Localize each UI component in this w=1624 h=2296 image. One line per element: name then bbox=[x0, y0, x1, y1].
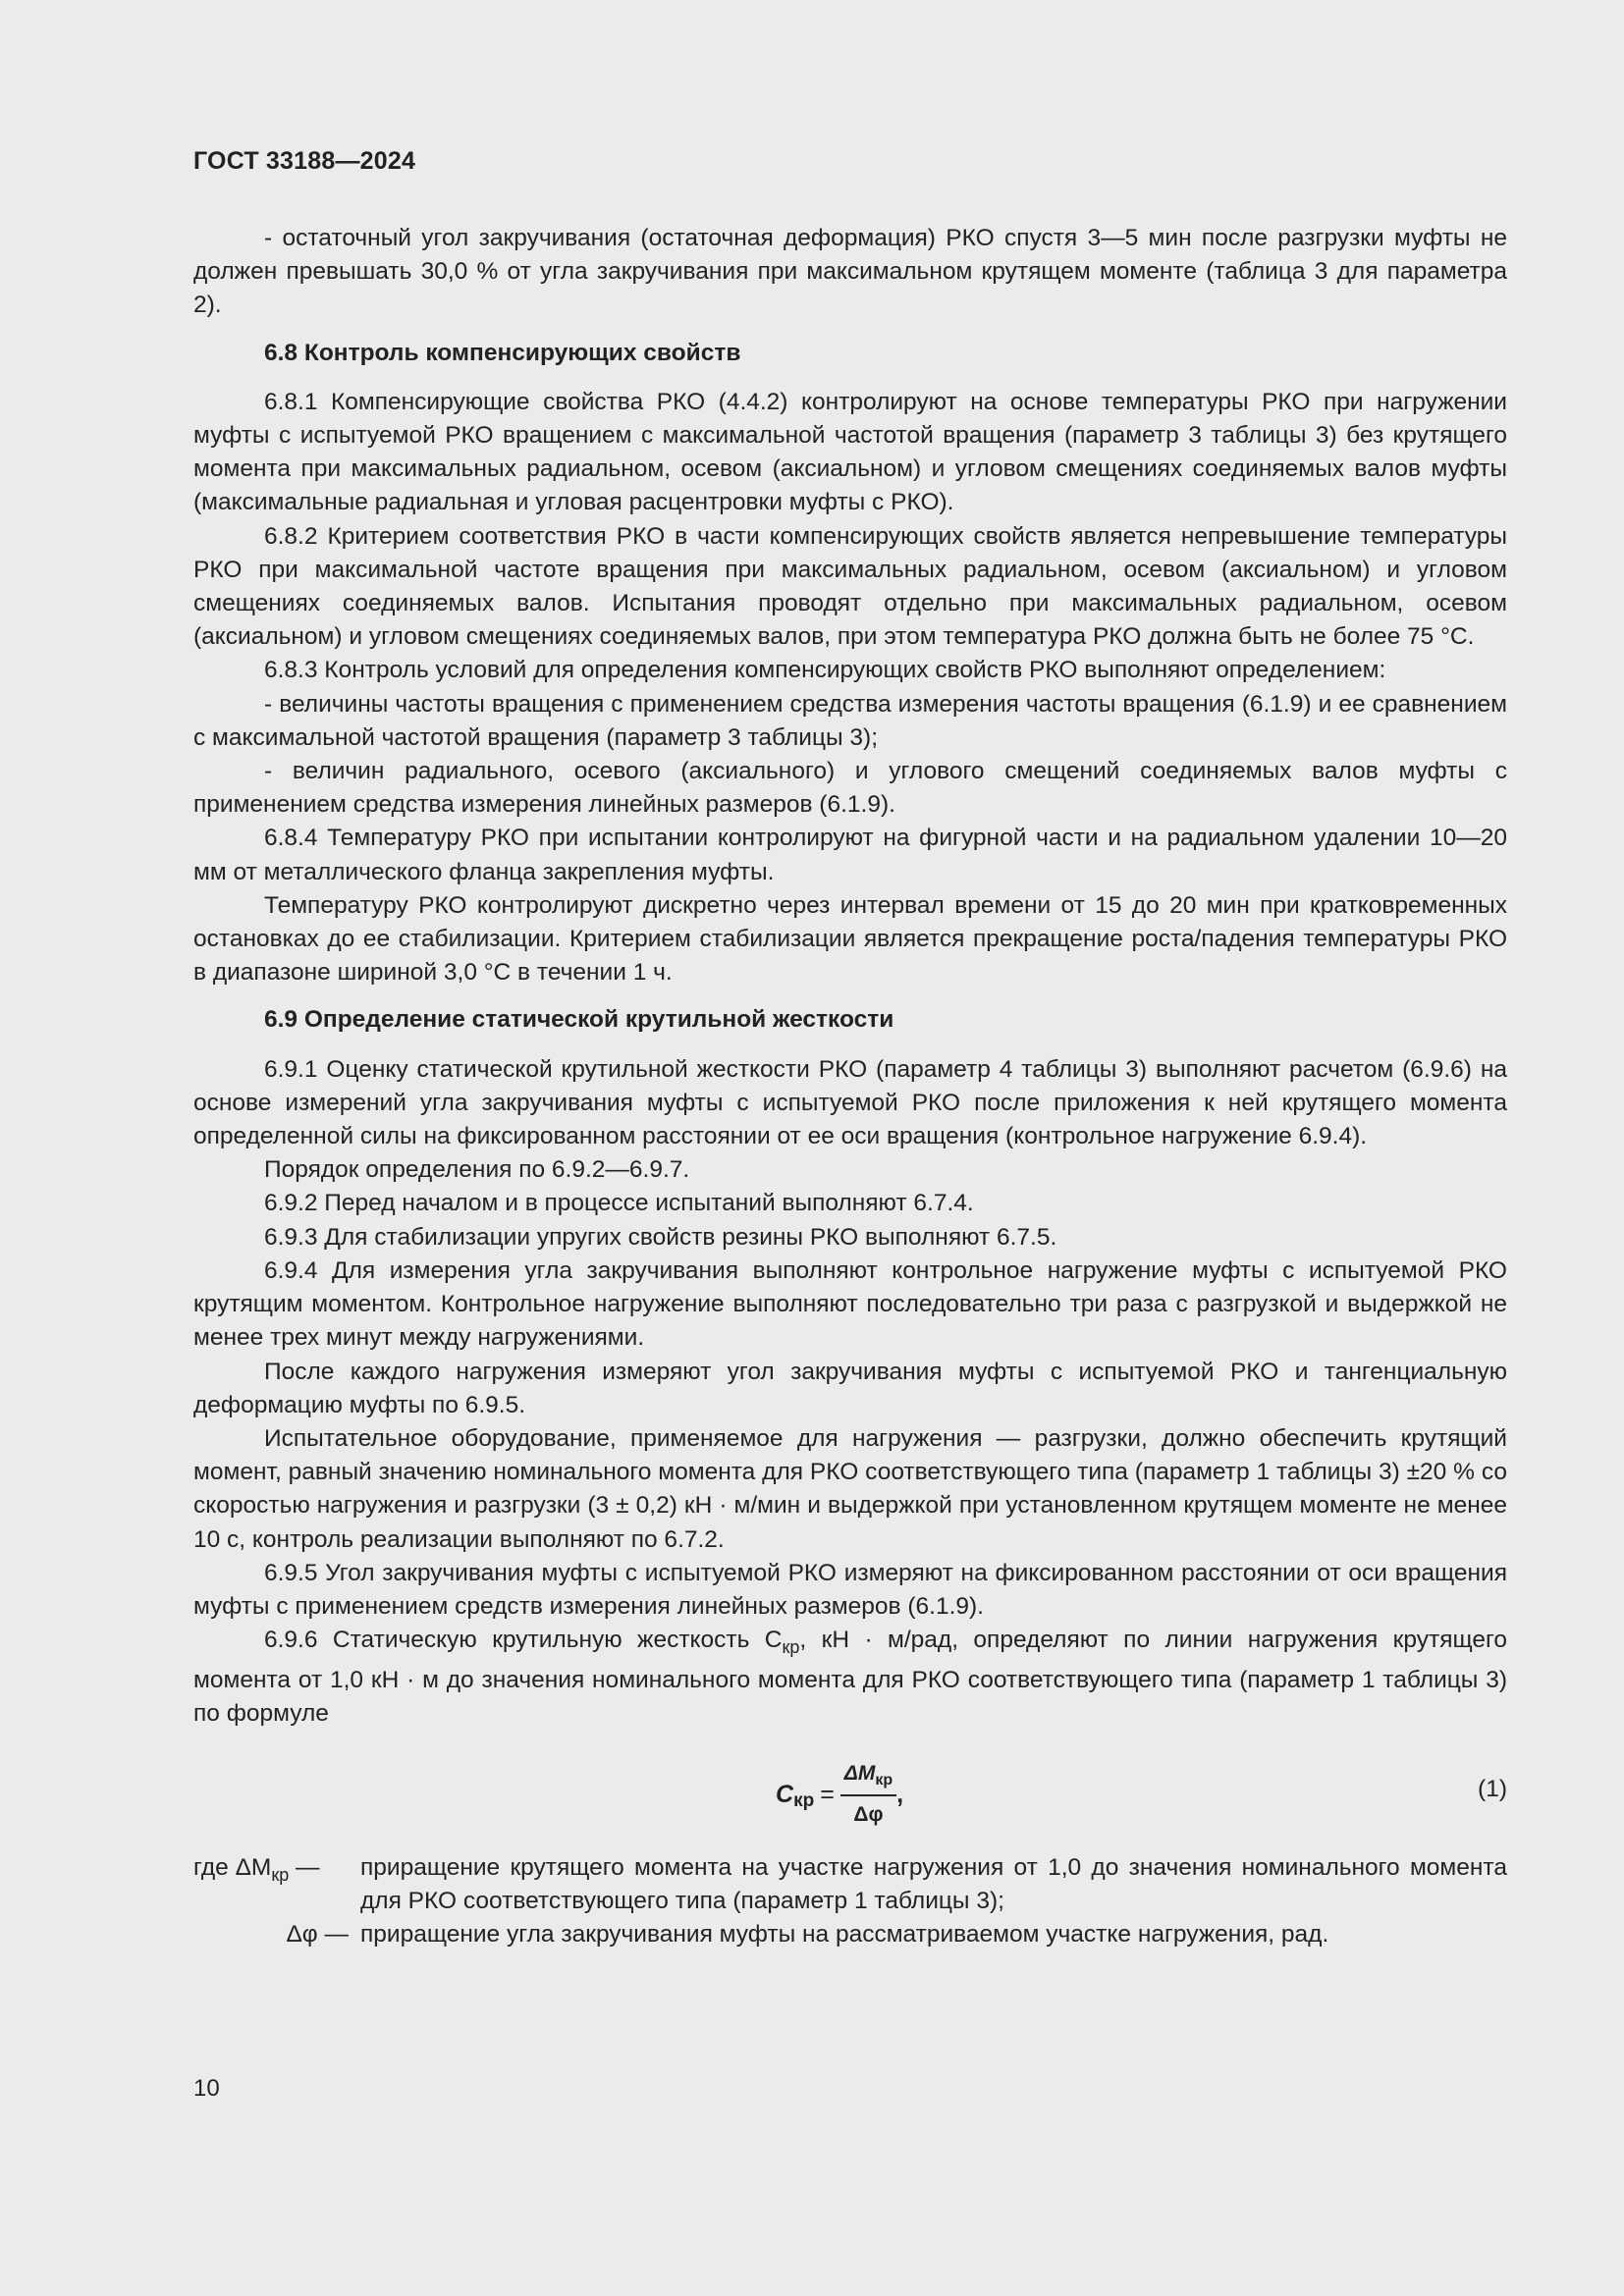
document-body bbox=[193, 222, 1507, 1951]
page-number: 10 bbox=[193, 2075, 220, 2102]
section-heading-6-8: 6.8 Контроль компенсирующих свойств bbox=[264, 339, 741, 366]
paragraph: Испытательное оборудование, применяемое для нагружения — разгрузки, должно обеспечить крутящий момент, равный значению номинального момента для РКО соответствующего типа (параметр 1 таблицы 3) ±20 % со скоростью нагружения и разгрузки (3 ± 0,2) кН · м/мин и выдержкой при установленном крутящем моменте не менее 10 с, контроль реализации выполняют по 6.7.2. bbox=[193, 1424, 1507, 1553]
paragraph-6-9-1: 6.9.1 Оценку статической крутильной жесткости РКО (параметр 4 таблицы 3) выполняют расчетом (6.9.6) на основе измерений угла закручивания муфты с испытуемой РКО после приложения к ней крутящего момента определенной силы на фиксированном расстоянии от ее оси вращения (контрольное нагружение 6.9.4). bbox=[193, 1055, 1507, 1150]
numerator-subscript: кр bbox=[875, 1771, 893, 1789]
document-header: ГОСТ 33188—2024 bbox=[193, 147, 416, 175]
paragraph-6-9-6 bbox=[193, 1624, 1507, 1732]
paragraph: Порядок определения по 6.9.2—6.9.7. bbox=[264, 1156, 690, 1184]
paragraph-6-9-4: 6.9.4 Для измерения угла закручивания выполняют контрольное нагружение муфты с испытуемой РКО крутящим моментом. Контрольное нагружение выполняют последовательно три раза с разгрузкой и выдержкой не менее трех минут между нагружениями. bbox=[193, 1256, 1507, 1352]
paragraph: - остаточный угол закручивания (остаточная деформация) РКО спустя 3—5 мин после разгрузки муфты не должен превышать 30,0 % от угла закручивания при максимальном крутящем моменте (таблица 3 для параметра 2). bbox=[193, 225, 1507, 319]
paragraph-6-9-2: 6.9.2 Перед началом и в процессе испытаний выполняют 6.7.4. bbox=[264, 1190, 974, 1217]
section-heading-6-9: 6.9 Определение статической крутильной жесткости bbox=[264, 1006, 894, 1034]
formula-equals: = bbox=[820, 1780, 835, 1808]
paragraph-6-8-1: 6.8.1 Компенсирующие свойства РКО (4.4.2) контролируют на основе температуры РКО при нагружении муфты с испытуемой РКО вращением с максимальной частотой вращения (параметр 3 таблицы 3) без крутящего момента при максимальных радиальном, осевом (аксиальном) и угловом смещениях соединяемых валов муфты (максимальные радиальная и угловая расцентровки муфты с РКО). bbox=[193, 388, 1507, 516]
paragraph-6-8-4: 6.8.4 Температуру РКО при испытании контролируют на фигурной части и на радиальном удалении 10—20 мм от металлического фланца закрепления муфты. bbox=[193, 825, 1507, 885]
paragraph-6-8-2: 6.8.2 Критерием соответствия РКО в части компенсирующих свойств является непревышение температуры РКО при максимальной частоте вращения при максимальных радиальном, осевом (аксиальном) и угловом смещениях соединяемых валов. Испытания проводят отдельно при максимальных радиальном, осевом (аксиальном) и угловом смещениях соединяемых валов, при этом температура РКО должна быть не более 75 °С. bbox=[193, 522, 1507, 651]
formula-row bbox=[193, 1751, 1507, 1836]
variable-term: Δφ — bbox=[286, 1921, 349, 1949]
list-item: - величины частоты вращения с применением средства измерения частоты вращения (6.1.9) и ее сравнением с максимальной частотой вращения (параметр 3 таблицы 3); bbox=[193, 690, 1507, 751]
formula-lhs: C bbox=[776, 1780, 794, 1808]
equation-number: (1) bbox=[1478, 1775, 1507, 1802]
formula-numerator bbox=[840, 1757, 896, 1796]
variable-term bbox=[193, 1851, 349, 1918]
term-dash: — bbox=[289, 1853, 320, 1881]
variable-definition: приращение угла закручивания муфты на рассматриваемом участке нагружения, рад. bbox=[360, 1921, 1329, 1949]
formula-denominator: Δφ bbox=[853, 1802, 884, 1826]
paragraph-6-9-3: 6.9.3 Для стабилизации упругих свойств резины РКО выполняют 6.7.5. bbox=[264, 1223, 1057, 1251]
variable-definitions bbox=[193, 1851, 1507, 1952]
formula-lhs-subscript: кр bbox=[793, 1789, 815, 1811]
text-run: 6.9.6 Статическую крутильную жесткость С bbox=[264, 1627, 783, 1654]
paragraph-6-9-5: 6.9.5 Угол закручивания муфты с испытуемой РКО измеряют на фиксированном расстоянии от оси вращения муфты с применением средств измерения линейных размеров (6.1.9). bbox=[193, 1559, 1507, 1620]
subscript: кр bbox=[782, 1637, 800, 1658]
paragraph: Температуру РКО контролируют дискретно через интервал времени от 15 до 20 мин при кратковременных остановках до ее стабилизации. Критерием стабилизации является прекращение роста/падения температуры РКО в диапазоне шириной 3,0 °С в течении 1 ч. bbox=[193, 891, 1507, 987]
paragraph: После каждого нагружения измеряют угол закручивания муфты с испытуемой РКО и тангенциальную деформацию муфты по 6.9.5. bbox=[193, 1358, 1507, 1418]
list-item: - величин радиального, осевого (аксиального) и углового смещений соединяемых валов муфты с применением средства измерения линейных размеров (6.1.9). bbox=[193, 758, 1507, 819]
formula-comma: , bbox=[896, 1780, 904, 1808]
paragraph-6-8-3: 6.8.3 Контроль условий для определения компенсирующих свойств РКО выполняют определением: bbox=[264, 657, 1386, 684]
variable-definition: приращение крутящего момента на участке нагружения от 1,0 до значения номинального момента для РКО соответствующего типа (параметр 1 таблицы 3); bbox=[360, 1853, 1507, 1914]
text-run: , кН · м/рад, определяют по линии нагружения крутящего момента от 1,0 кН · м до значения номинального момента для РКО соответствующего типа (параметр 1 таблицы 3) по формуле bbox=[193, 1627, 1507, 1728]
term-text: где ΔM bbox=[193, 1853, 272, 1881]
formula-1 bbox=[776, 1757, 903, 1832]
term-subscript: кр bbox=[271, 1864, 290, 1885]
numerator-symbol: ΔM bbox=[843, 1761, 876, 1785]
formula-fraction bbox=[840, 1757, 896, 1832]
